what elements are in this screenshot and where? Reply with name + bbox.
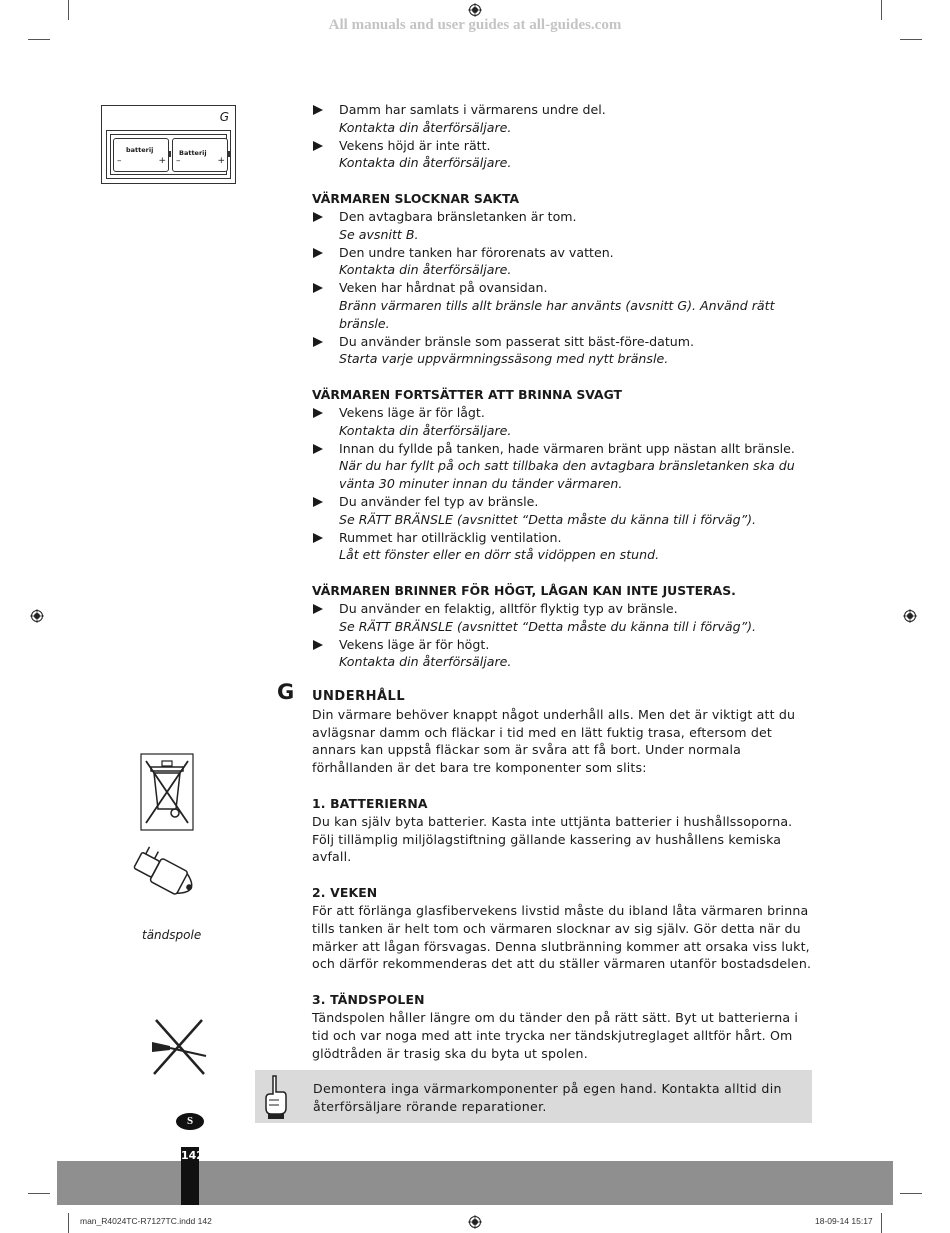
pointing-hand-icon [261,1074,289,1120]
crop-mark [881,1213,882,1233]
page-number: 142 [181,1147,199,1205]
language-badge: S [176,1113,204,1130]
list-item: Den avtagbara bränsletanken är tom. Se avsnitt B. [312,208,817,244]
list-item: Vekens höjd är inte rätt. Kontakta din återförsäljare. [312,137,817,173]
figure-letter: G [219,110,229,124]
maintenance-section [312,688,817,1062]
subsection-text: Tändspolen håller längre om du tänder den på rätt sätt. Byt ut batterierna i tid och var noga med att inte trycka ner tändskjutreglaget alltför hårt. Om glödtråden är trasig ska du byta ut spolen. [312,1009,799,1061]
battery-cell: Batterij – + [172,138,228,172]
date-slug: 18-09-14 15:17 [815,1216,873,1226]
list-item: Rummet har otillräcklig ventilation. Låt ett fönster eller en dörr stå vidöppen en stund. [312,529,817,565]
crop-mark [900,1193,922,1194]
list-item: Du använder fel typ av bränsle. Se RÄTT BRÄNSLE (avsnittet “Detta måste du känna till i förväg”). [312,493,817,529]
list-item: Veken har hårdnat på ovansidan. Bränn värmaren tills allt bränsle har använts (avsnitt G). Använd rätt bränsle. [312,279,817,332]
section-heading: VÄRMAREN SLOCKNAR SAKTA [312,191,520,207]
crop-mark [68,1213,69,1233]
section-letter: G [277,680,295,704]
crop-mark [28,1193,50,1194]
registration-mark-icon [903,609,917,623]
no-screwdriver-icon [148,1016,210,1078]
list-item: Du använder en felaktig, alltför flyktig typ av bränsle. Se RÄTT BRÄNSLE (avsnittet “Detta måste du känna till i förväg”). [312,600,817,636]
list-item: Du använder bränsle som passerat sitt bäst-före-datum. Starta varje uppvärmningssäsong med nytt bränsle. [312,333,817,369]
crossed-out-wheelie-bin-icon [140,753,194,831]
subsection-heading: 1. BATTERIERNA [312,795,428,811]
ignition-coil-icon [126,843,210,909]
troubleshooting-column [312,101,817,671]
watermark: All manuals and user guides at all-guides.com [328,17,622,33]
list-item: Damm har samlats i värmarens undre del. Kontakta din återförsäljare. [312,101,817,137]
subsection-heading: 3. TÄNDSPOLEN [312,992,425,1008]
list-item: Vekens läge är för lågt. Kontakta din återförsäljare. [312,404,817,440]
registration-mark-icon [468,1215,482,1229]
warning-note [255,1070,812,1123]
subsection-heading: 2. VEKEN [312,885,378,901]
registration-mark-icon [30,609,44,623]
subsection-text: För att förlänga glasfibervekens livstid måste du ibland låta värmaren brinna tills tanken är helt tom och värmaren slocknar av sig själv. Gör detta när du märker att lågan försvagas. Denna slutbränning kommer att orsaka viss lukt, och därför rekommenderas det att du ställer värmaren utanför bostadsdelen. [312,902,812,972]
crop-mark [28,39,50,40]
registration-mark-icon [468,3,482,17]
battery-cell: batterij – + [113,138,169,172]
icon-caption: tändspole [142,928,202,942]
list-item: Den undre tanken har förorenats av vatten. Kontakta din återförsäljare. [312,244,817,280]
note-text: Demontera inga värmarkomponenter på egen hand. Kontakta alltid din återförsäljare rörande reparationer. [313,1081,782,1114]
section-heading: VÄRMAREN BRINNER FÖR HÖGT, LÅGAN KAN INTE JUSTERAS. [312,583,736,599]
section-title: UNDERHÅLL [312,689,406,704]
crop-mark [900,39,922,40]
battery-figure [101,105,236,184]
file-slug: man_R4024TC-R7127TC.indd 142 [80,1216,212,1226]
list-item: Vekens läge är för högt. Kontakta din återförsäljare. [312,636,817,672]
list-item: Innan du fyllde på tanken, hade värmaren bränt upp nästan allt bränsle. När du har fyllt på och satt tillbaka den avtagbara bränsletanken ska du vänta 30 minuter innan du tänder värmaren. [312,440,817,493]
section-heading: VÄRMAREN FORTSÄTTER ATT BRINNA SVAGT [312,387,623,403]
subsection-text: Du kan själv byta batterier. Kasta inte uttjänta batterier i hushållssoporna. Följ tillämplig miljölagstiftning gällande kassering av hushållens kemiska avfall. [312,813,793,865]
intro-paragraph: Din värmare behöver knappt något underhåll alls. Men det är viktigt att du avlägsnar damm och fläckar i tid med en lätt fuktig trasa, eftersom det annars kan uppstå fläckar som är svåra att få bort. Under normala förhållanden är det bara tre komponenter som slits: [312,706,796,776]
